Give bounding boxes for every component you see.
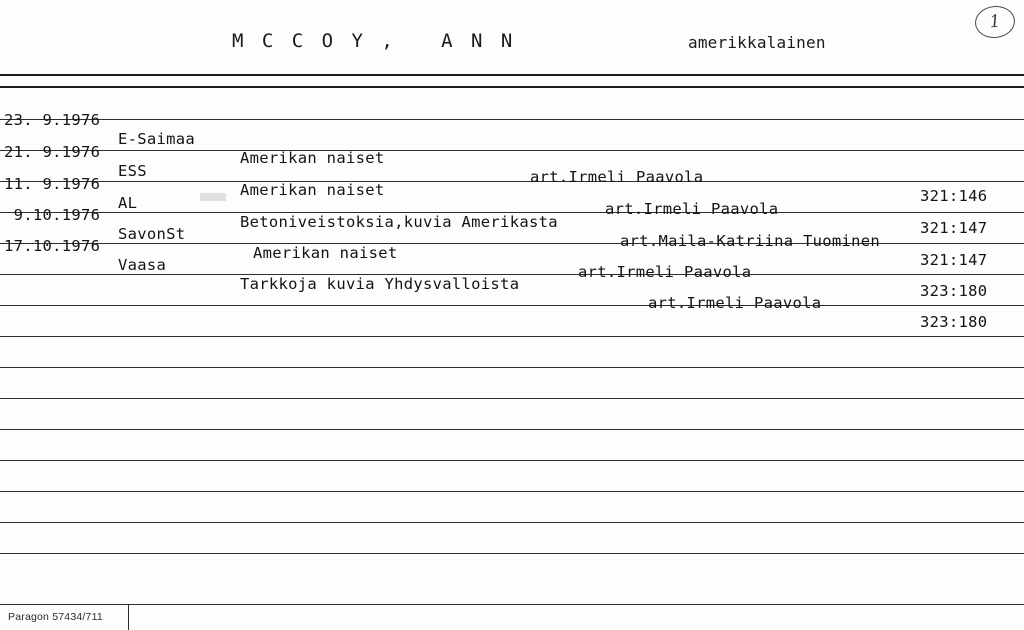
footer-rule: [0, 604, 1024, 605]
entry-date: 9.10.1976: [4, 206, 101, 224]
rule-line: [0, 305, 1024, 306]
entry-title: Tarkkoja kuvia Yhdysvalloista: [240, 275, 520, 293]
entry-date: 11. 9.1976: [4, 175, 101, 193]
rule-line: [0, 367, 1024, 368]
entry-author: art.Maila-Katriina Tuominen: [620, 232, 881, 250]
entry-source: AL: [118, 194, 138, 212]
rule-line: [0, 86, 1024, 88]
entry-reference: 321:147: [920, 219, 988, 237]
entry-author: art.Irmeli Paavola: [578, 263, 752, 281]
rule-line: [0, 460, 1024, 461]
entry-source: SavonSt: [118, 225, 186, 243]
rule-line: [0, 398, 1024, 399]
rule-line: [0, 336, 1024, 337]
entry-title: Amerikan naiset: [240, 149, 385, 167]
rule-line: [0, 553, 1024, 554]
entry-source: Vaasa: [118, 256, 167, 274]
entry-reference: 323:180: [920, 282, 988, 300]
entry-source: E-Saimaa: [118, 130, 196, 148]
entry-author: art.Irmeli Paavola: [605, 200, 779, 218]
entry-title: Betoniveistoksia,kuvia Amerikasta: [240, 213, 558, 231]
entry-date: 17.10.1976: [4, 237, 101, 255]
entry-reference: 321:147: [920, 251, 988, 269]
entry-author: art.Irmeli Paavola: [530, 168, 704, 186]
entry-title: Amerikan naiset: [253, 244, 398, 262]
nationality-label: amerikkalainen: [688, 33, 826, 52]
rule-line: [0, 429, 1024, 430]
entry-author: art.Irmeli Paavola: [648, 294, 822, 312]
entry-reference: 321:146: [920, 187, 988, 205]
card-header: [0, 0, 1024, 74]
entry-date: 23. 9.1976: [4, 111, 101, 129]
entry-reference: 323:180: [920, 313, 988, 331]
rule-line: [0, 491, 1024, 492]
printer-imprint: Paragon 57434/711: [8, 611, 103, 623]
entry-source: ESS: [118, 162, 147, 180]
entry-title: Amerikan naiset: [240, 181, 385, 199]
rule-line: [0, 74, 1024, 76]
card-number-badge: 1: [973, 4, 1016, 40]
rule-line: [0, 522, 1024, 523]
page-title: M C C O Y , A N N: [232, 30, 516, 52]
entry-date: 21. 9.1976: [4, 143, 101, 161]
